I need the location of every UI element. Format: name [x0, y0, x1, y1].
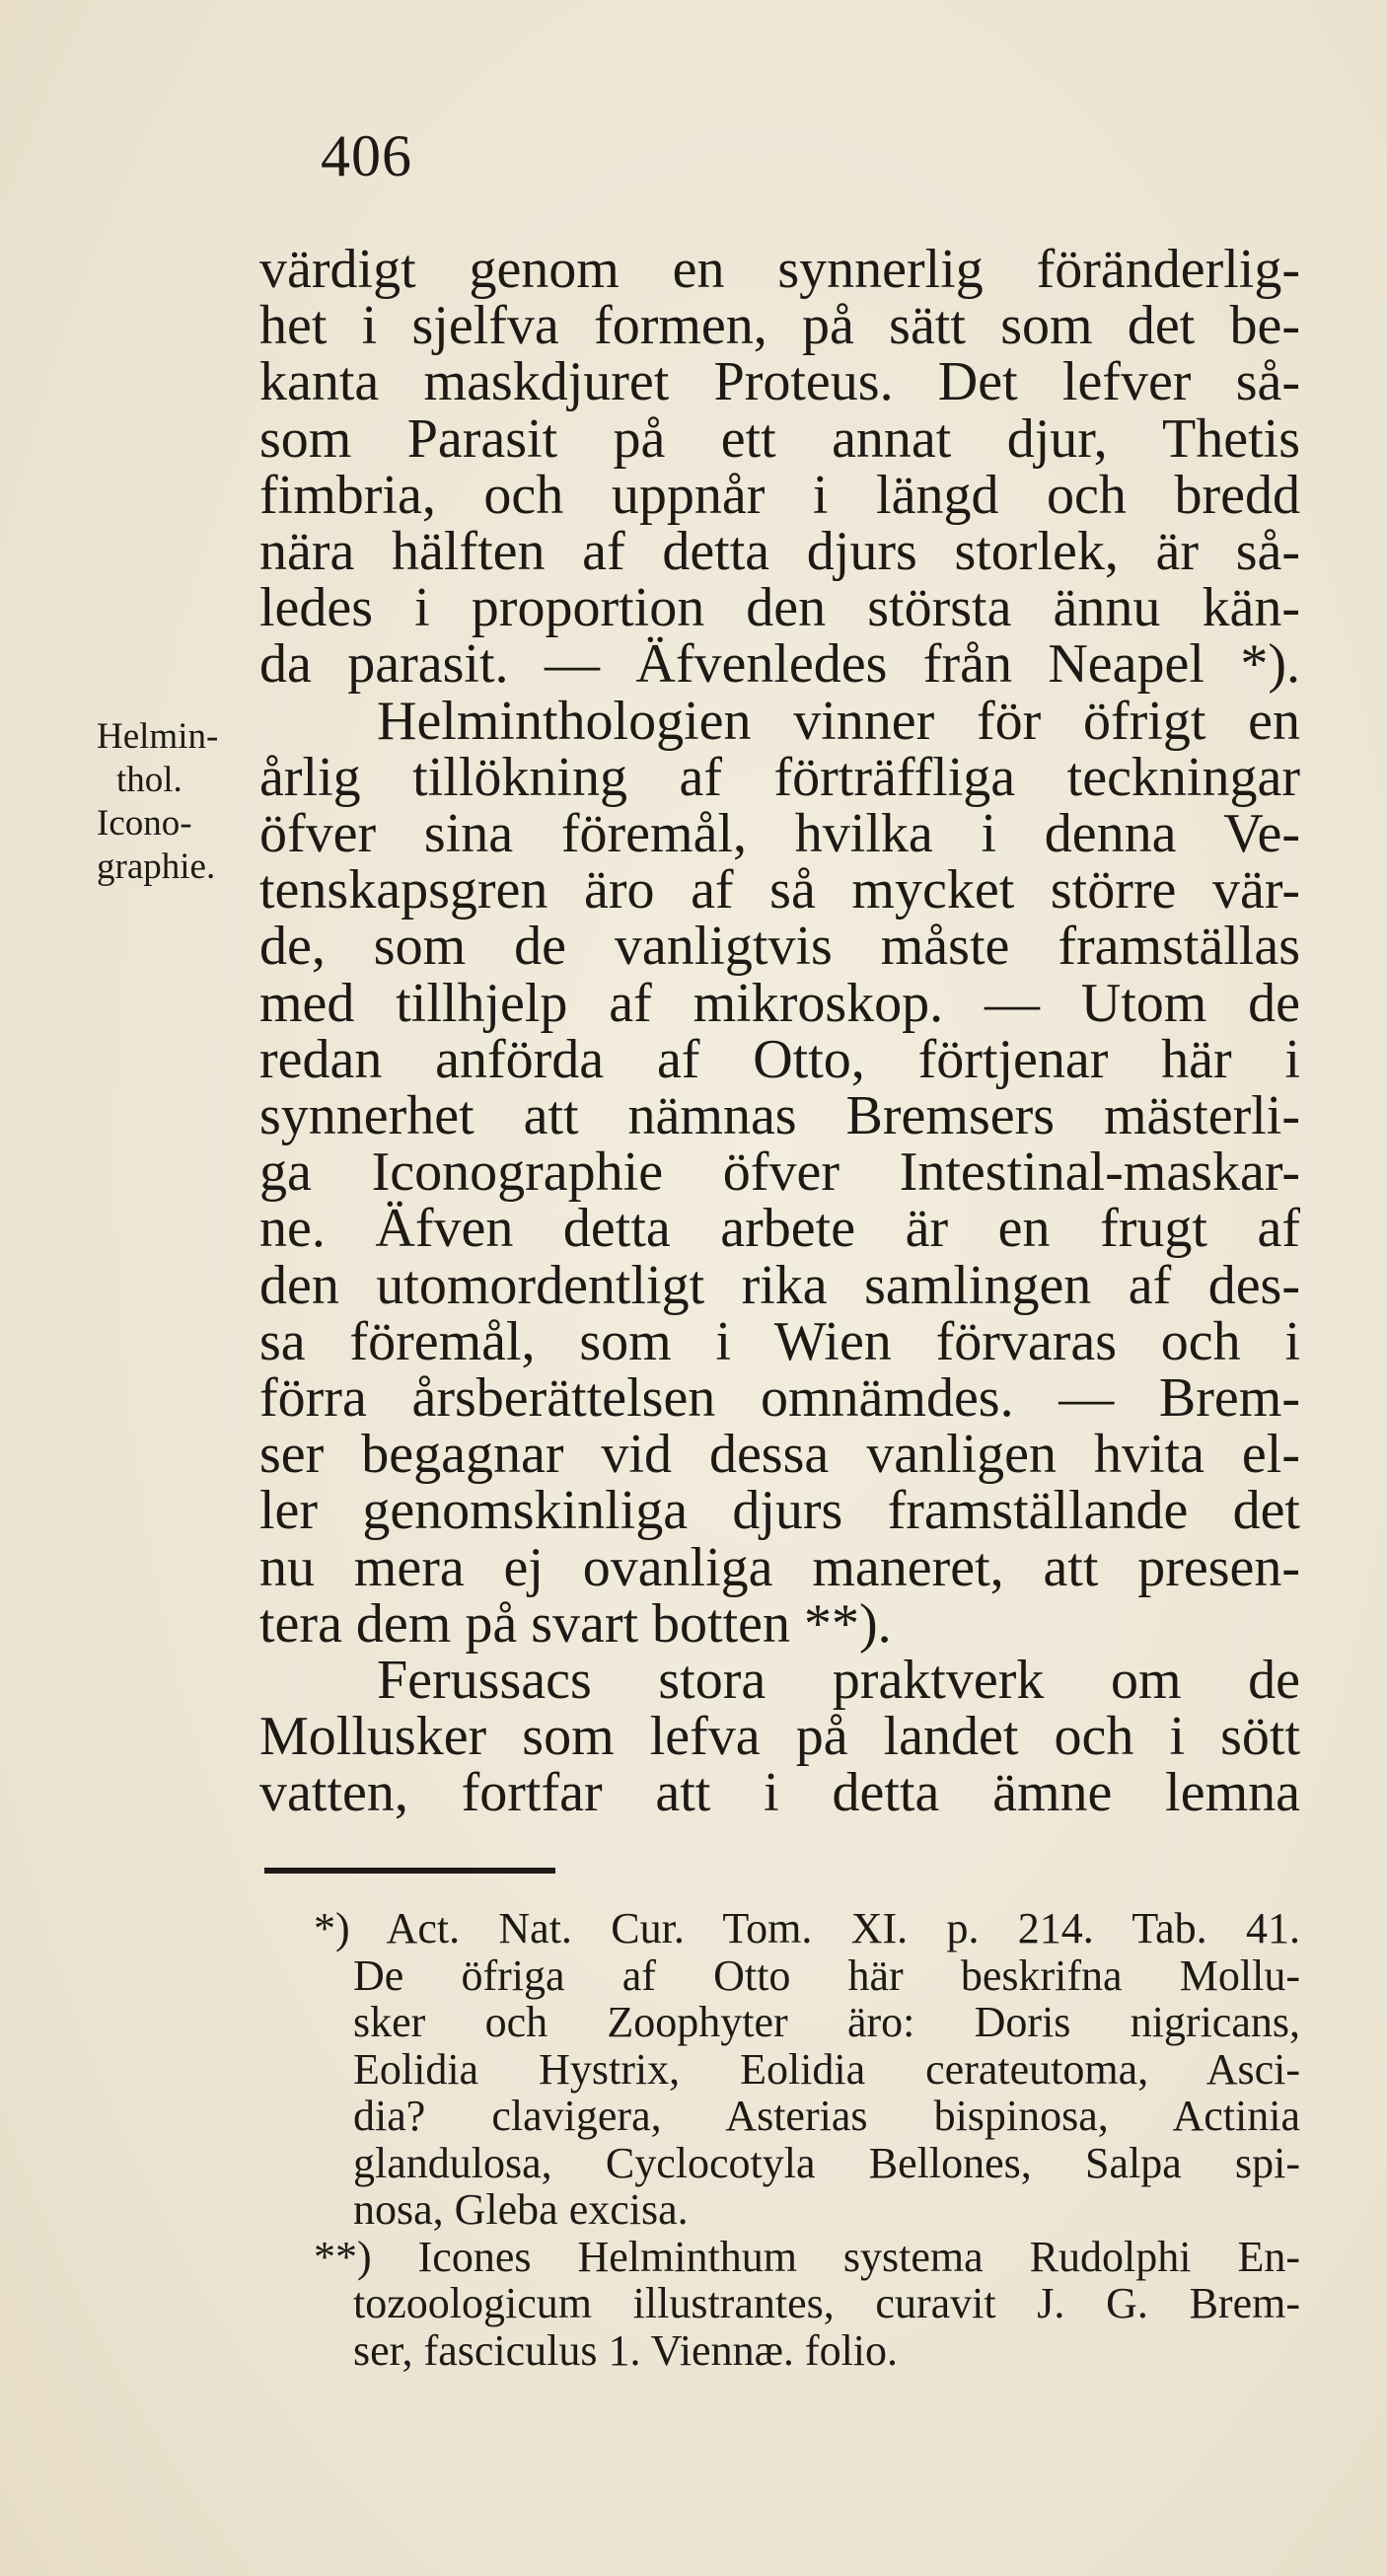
- footnote-line: tozoologicum illustrantes, curavit J. G. Brem-: [353, 2279, 1300, 2327]
- body-line: synnerhet att nämnas Bremsers mästerli-: [259, 1085, 1300, 1146]
- footnote-line: sker och Zoophyter äro: Doris nigricans,: [353, 1998, 1300, 2046]
- margin-note-line: thol.: [116, 760, 182, 800]
- body-line: nära hälften af detta djurs storlek, är så-: [259, 521, 1300, 582]
- body-line: kanta maskdjuret Proteus. Det lefver så-: [259, 351, 1300, 412]
- footnote-line: nosa, Gleba excisa.: [353, 2185, 689, 2234]
- footnote-rule: [264, 1868, 555, 1874]
- body-line: tera dem på svart botten **).: [259, 1593, 892, 1655]
- body-line: ga Iconographie öfver Intestinal-maskar-: [259, 1141, 1300, 1203]
- body-line: ne. Äfven detta arbete är en frugt af: [259, 1198, 1300, 1259]
- footnote-line: **) Icones Helminthum systema Rudolphi En-: [314, 2233, 1300, 2281]
- body-line: värdigt genom en synnerlig föränderlig-: [259, 239, 1300, 300]
- body-line: ser begagnar vid dessa vanligen hvita el-: [259, 1424, 1300, 1485]
- footnote-line: Eolidia Hystrix, Eolidia cerateutoma, Asci-: [353, 2045, 1300, 2094]
- body-line: årlig tillökning af förträffliga teckningar: [259, 747, 1300, 808]
- body-line: fimbria, och uppnår i längd och bredd: [259, 465, 1300, 526]
- body-line: den utomordentligt rika samlingen af des-: [259, 1255, 1300, 1316]
- body-line: nu mera ej ovanliga maneret, att presen-: [259, 1537, 1300, 1598]
- footnote-line: dia? clavigera, Asterias bispinosa, Actinia: [353, 2092, 1300, 2140]
- footnote-line: ser, fasciculus 1. Viennæ. folio.: [353, 2326, 899, 2375]
- body-line: Helminthologien vinner för öfrigt en: [377, 691, 1300, 752]
- body-line: tenskapsgren äro af så mycket större vär-: [259, 859, 1300, 920]
- footnote-line: De öfriga af Otto här beskrifna Mollu-: [353, 1951, 1300, 2000]
- body-line: som Parasit på ett annat djur, Thetis: [259, 408, 1300, 470]
- body-line: ler genomskinliga djurs framställande det: [259, 1480, 1300, 1541]
- margin-note-line: graphie.: [97, 846, 216, 887]
- margin-note: [97, 715, 218, 889]
- body-line: förra årsberättelsen omnämdes. — Brem-: [259, 1367, 1300, 1429]
- margin-note-line: Helmin-: [97, 716, 219, 757]
- margin-note-line: Icono-: [97, 803, 192, 844]
- body-line: da parasit. — Äfvenledes från Neapel *).: [259, 633, 1300, 695]
- footnote-line: glandulosa, Cyclocotyla Bellones, Salpa spi-: [353, 2139, 1300, 2187]
- body-line: Ferussacs stora praktverk om de: [377, 1650, 1300, 1711]
- body-line: sa föremål, som i Wien förvaras och i: [259, 1311, 1300, 1372]
- body-line: med tillhjelp af mikroskop. — Utom de: [259, 973, 1300, 1034]
- body-line: de, som de vanligtvis måste framställas: [259, 916, 1300, 977]
- page-number: 406: [321, 123, 412, 188]
- body-line: vatten, fortfar att i detta ämne lemna: [259, 1762, 1300, 1823]
- footnote-line: *) Act. Nat. Cur. Tom. XI. p. 214. Tab. 41.: [314, 1904, 1300, 1952]
- body-line: Mollusker som lefva på landet och i sött: [259, 1706, 1300, 1767]
- body-line: öfver sina föremål, hvilka i denna Ve-: [259, 803, 1300, 864]
- body-line: het i sjelfva formen, på sätt som det be-: [259, 295, 1300, 356]
- body-line: redan anförda af Otto, förtjenar här i: [259, 1029, 1300, 1090]
- body-line: ledes i proportion den största ännu kän-: [259, 577, 1300, 638]
